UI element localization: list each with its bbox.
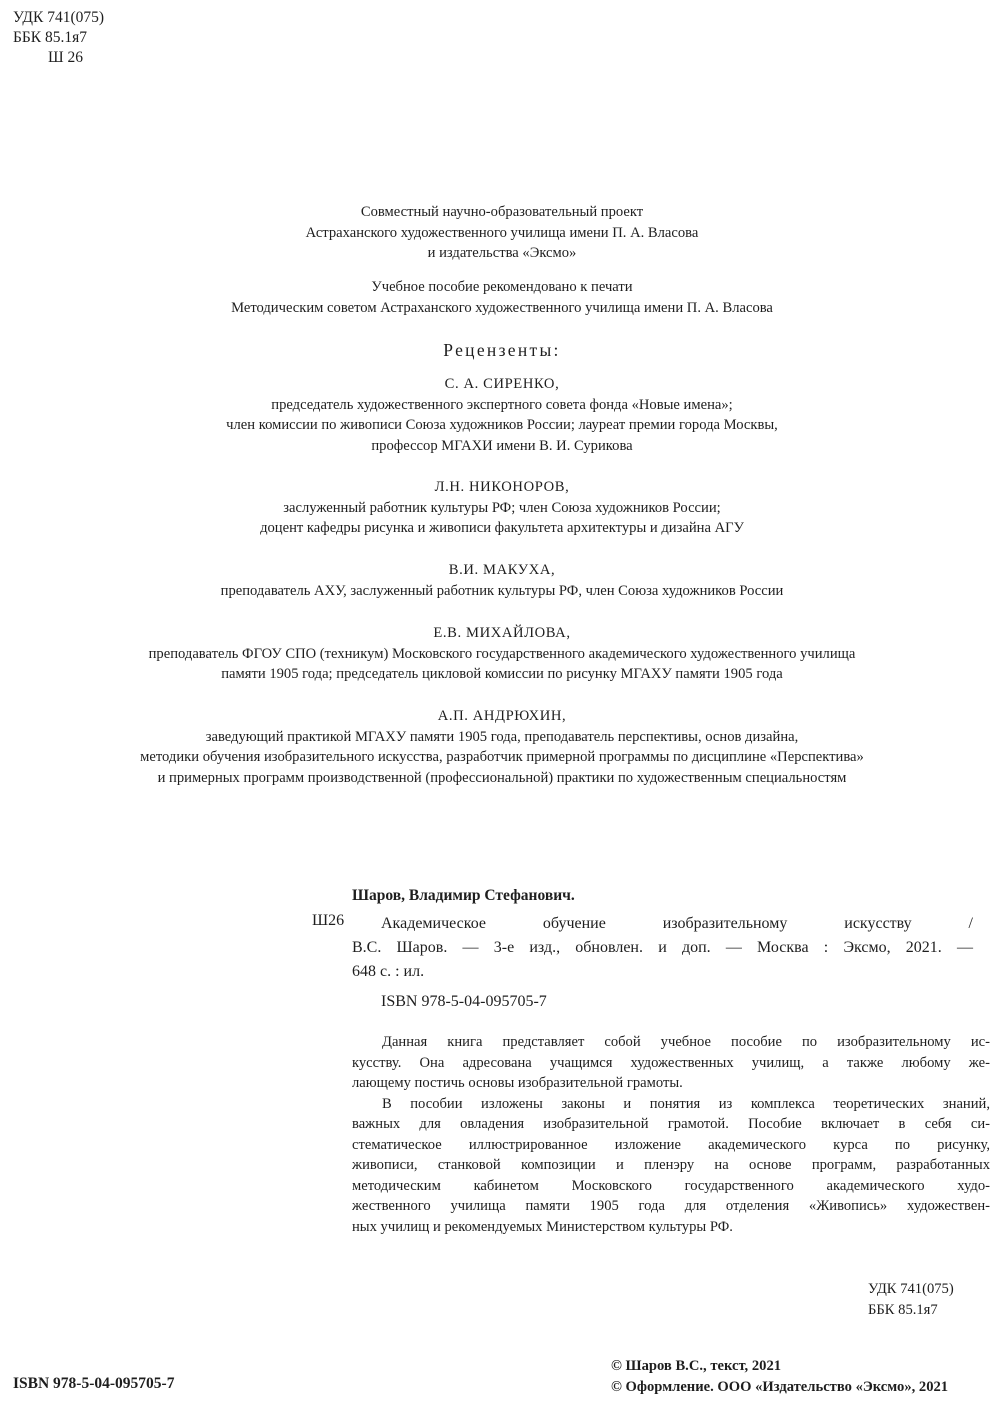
author-mark: Ш 26 bbox=[48, 49, 84, 66]
bib-description bbox=[381, 912, 973, 936]
project-line: и издательства «Эксмо» bbox=[427, 245, 577, 261]
annotation-line: важных для овладения изобразительной грамотой. Пособие включает в себя си- bbox=[352, 1116, 990, 1132]
reviewer-block bbox=[0, 374, 1004, 456]
reviewer-description: и примерных программ производственной (профессиональной) практики по художественным специальностям bbox=[157, 769, 847, 786]
bbk-code: ББК 85.1я7 bbox=[13, 29, 88, 46]
classification-codes bbox=[13, 8, 104, 68]
project-line: Совместный научно-образовательный проект bbox=[360, 204, 644, 220]
bib-line: В.С. Шаров. — 3-е изд., обновлен. и доп. — Москва : Эксмо, 2021. — bbox=[352, 939, 973, 956]
reviewer-block bbox=[0, 706, 1004, 788]
reviewer-block bbox=[0, 623, 1004, 685]
bib-description-cont bbox=[352, 936, 973, 984]
copyright bbox=[611, 1356, 948, 1398]
project-statement bbox=[0, 202, 1004, 264]
recommendation-line: Методическим советом Астраханского художественного училища имени П. А. Власова bbox=[231, 299, 773, 316]
reviewer-name: В.И. МАКУХА, bbox=[448, 562, 556, 578]
annotation-line: стематическое иллюстрированное изложение академического курса по рисунку, bbox=[352, 1136, 990, 1153]
annotation-line: кусству. Она адресована учащимся художественных училищ, а также любому же- bbox=[352, 1054, 990, 1071]
reviewers-heading: Рецензенты: bbox=[443, 340, 561, 360]
udk-code: УДК 741(075) bbox=[13, 9, 105, 26]
reviewer-block bbox=[0, 560, 1004, 601]
reviewer-description: преподаватель ФГОУ СПО (техникум) Московского государственного академического художественного училища bbox=[148, 645, 856, 662]
reviewer-name: С. А. СИРЕНКО, bbox=[444, 376, 560, 392]
reviewer-description: преподаватель АХУ, заслуженный работник культуры РФ, член Союза художников России bbox=[220, 582, 784, 599]
bib-author: Шаров, Владимир Стефанович. bbox=[352, 887, 575, 904]
recommendation bbox=[0, 277, 1004, 318]
copyright-line: © Оформление. ООО «Издательство «Эксмо», 2021 bbox=[611, 1379, 949, 1395]
reviewer-block bbox=[0, 477, 1004, 539]
reviewer-description: методики обучения изобразительного искусства, разработчик примерной программы по дисциплине «Перспектива» bbox=[140, 749, 864, 765]
annotation bbox=[352, 1032, 990, 1237]
copyright-line: © Шаров В.С., текст, 2021 bbox=[611, 1358, 782, 1374]
reviewer-description: председатель художественного экспертного совета фонда «Новые имена»; bbox=[271, 396, 733, 413]
bib-mark: Ш26 bbox=[312, 912, 345, 929]
annotation-line: методическим кабинетом Московского государственного академического худо- bbox=[352, 1177, 990, 1194]
reviewer-name: Л.Н. НИКОНОРОВ, bbox=[434, 479, 570, 495]
reviewer-description: заслуженный работник культуры РФ; член Союза художников России; bbox=[283, 499, 721, 516]
annotation-line: жественного училища памяти 1905 года для отделения «Живопись» художествен- bbox=[352, 1198, 990, 1214]
bib-line: 648 с. : ил. bbox=[352, 963, 425, 980]
annotation-line: живописи, станковой композиции и пленэру на основе программ, разработанных bbox=[352, 1157, 990, 1173]
reviewer-description: профессор МГАХИ имени В. И. Сурикова bbox=[371, 437, 633, 454]
reviewer-description: доцент кафедры рисунка и живописи факультета архитектуры и дизайна АГУ bbox=[260, 520, 744, 536]
isbn-bottom: ISBN 978-5-04-095705-7 bbox=[13, 1375, 175, 1392]
reviewer-description: член комиссии по живописи Союза художников России; лауреат премии города Москвы, bbox=[226, 417, 778, 433]
reviewer-description: памяти 1905 года; председатель цикловой комиссии по рисунку МГАХУ памяти 1905 года bbox=[221, 666, 783, 682]
udk-code: УДК 741(075) bbox=[868, 1281, 954, 1297]
annotation-line: В пособии изложены законы и понятия из комплекса теоретических знаний, bbox=[382, 1095, 990, 1112]
annotation-line: Данная книга представляет собой учебное пособие по изобразительному ис- bbox=[382, 1034, 990, 1050]
reviewer-description: заведующий практикой МГАХУ памяти 1905 года, преподаватель перспективы, основ дизайна, bbox=[205, 728, 799, 745]
project-line: Астраханского художественного училища имени П. А. Власова bbox=[305, 224, 699, 241]
recommendation-line: Учебное пособие рекомендовано к печати bbox=[371, 279, 633, 295]
bib-line: Академическое обучение изобразительному искусству / bbox=[381, 915, 973, 932]
annotation-line: ных училищ и рекомендуемых Министерством культуры РФ. bbox=[352, 1218, 733, 1235]
reviewer-name: А.П. АНДРЮХИН, bbox=[437, 708, 567, 724]
annotation-line: лающему постичь основы изобразительной грамоты. bbox=[352, 1075, 683, 1091]
bbk-code: ББК 85.1я7 bbox=[868, 1302, 938, 1318]
reviewer-name: Е.В. МИХАЙЛОВА, bbox=[433, 625, 571, 641]
classification-codes-bottom bbox=[868, 1279, 954, 1321]
bib-isbn: ISBN 978-5-04-095705-7 bbox=[381, 993, 547, 1010]
